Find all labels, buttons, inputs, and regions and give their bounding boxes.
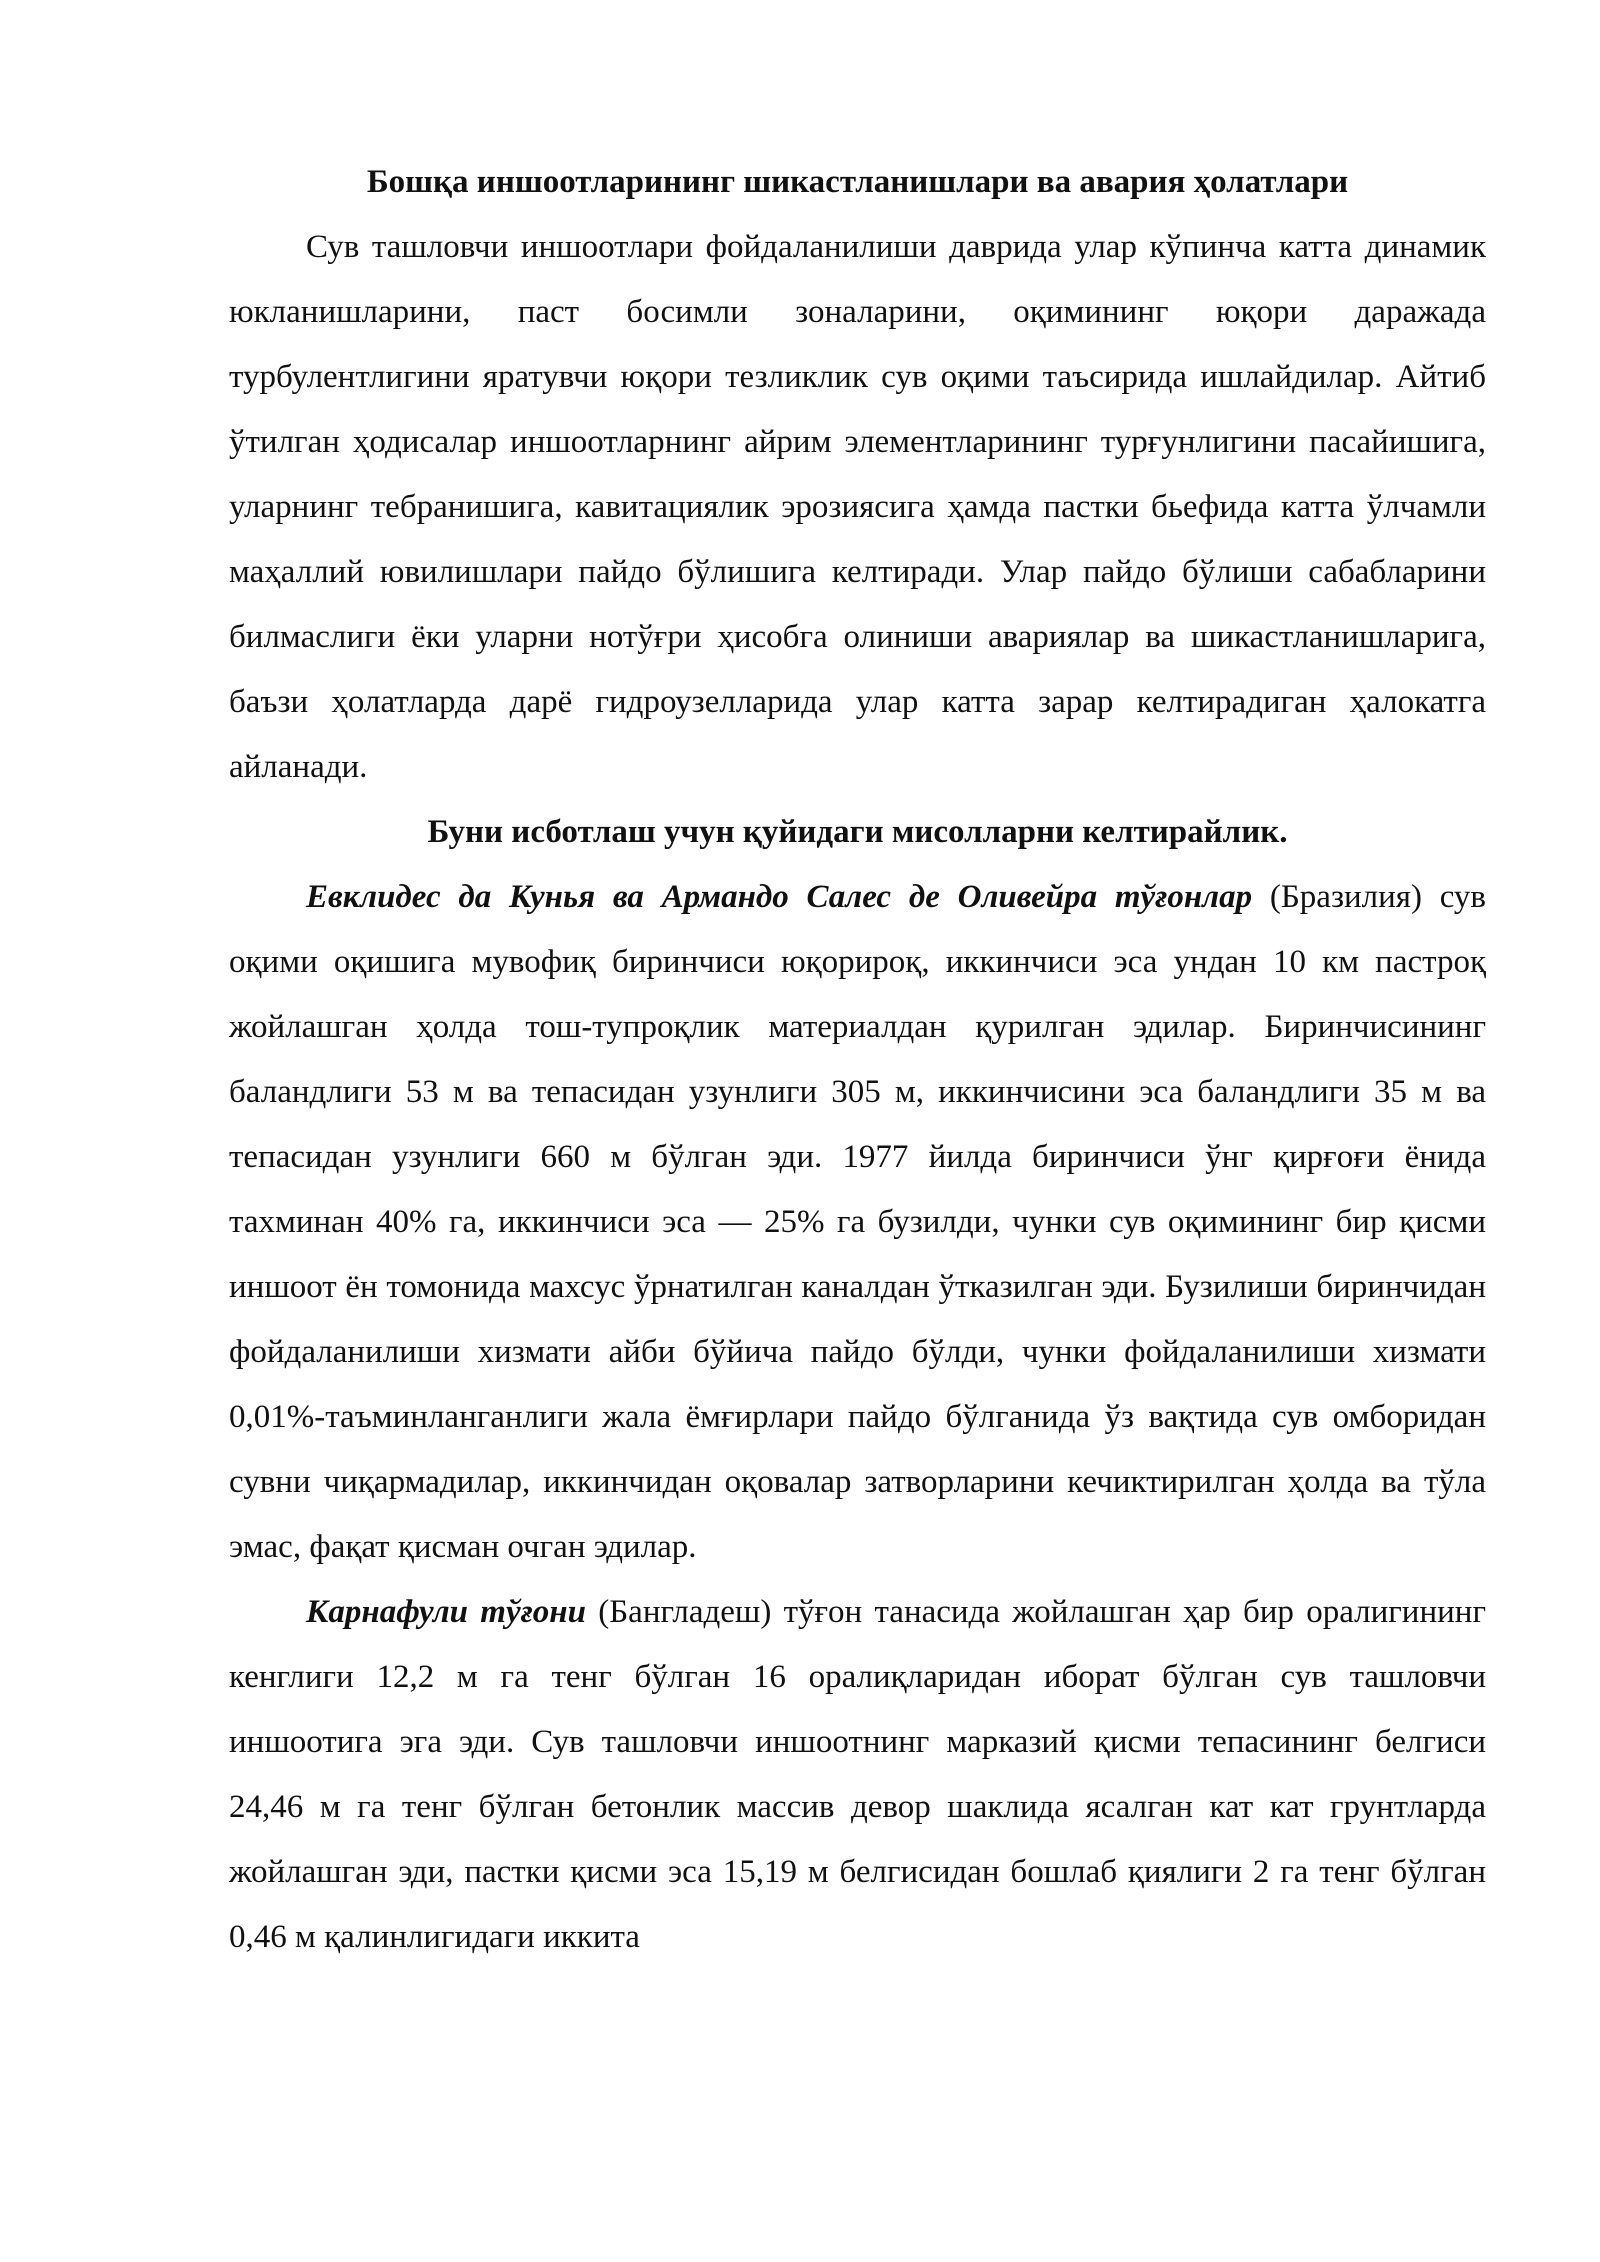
example-paragraph-bangladesh	[229, 1580, 1486, 1970]
intro-paragraph: Сув ташловчи иншоотлари фойдаланилиши даврида улар кўпинча катта динамик юкланишларини, паст босимли зоналарини, оқимининг юқори даражада турбулентлигини яратувчи юқори тезликлик сув оқими таъсирида ишлайдилар. Айтиб ўтилган ҳодисалар иншоотларнинг айрим элементларининг турғунлигини пасайишига, уларнинг тебранишига, кавитациялик эрозиясига ҳамда пастки бьефида катта ўлчамли маҳаллий ювилишлари пайдо бўлишига келтиради. Улар пайдо бўлиши сабабларини билмаслиги ёки уларни нотўғри ҳисобга олиниши авариялар ва шикастланишларига, баъзи ҳолатларда дарё гидроузелларида улар катта зарар келтирадиган ҳалокатга айланади.	[229, 229, 1486, 785]
document-page	[229, 150, 1486, 1970]
example-text-bangladesh: (Бангладеш) тўғон танасида жойлашган ҳар бир оралигининг кенглиги 12,2 м га тенг бўлган 16 оралиқларидан иборат бўлган сув ташловчи иншоотига эга эди. Сув ташловчи иншоотнинг марказий қисми тепасининг белгиси 24,46 м га тенг бўлган бетонлик массив девор шаклида ясалган кат кат грунтларда жойлашган эди, пастки қисми эса 15,19 м белгисидан бошлаб қиялиги 2 га тенг бўлган 0,46 м қалинлигидаги иккита	[229, 1594, 1486, 1955]
example-text-brazil: (Бразилия) сув оқими оқишига мувофиқ биринчиси юқорироқ, иккинчиси эса ундан 10 км пастроқ жойлашган ҳолда тош-тупроқлик материалдан қурилган эдилар. Биринчисининг баландлиги 53 м ва тепасидан узунлиги 305 м, иккинчисини эса баландлиги 35 м ва тепасидан узунлиги 660 м бўлган эди. 1977 йилда биринчиси ўнг қирғоғи ёнида тахминан 40% га, иккинчиси эса — 25% га бузилди, чунки сув оқимининг бир қисми иншоот ён томонида махсус ўрнатилган каналдан ўтказилган эди. Бузилиши биринчидан фойдаланилиши хизмати айби бўйича пайдо бўлди, чунки фойдаланилиши хизмати 0,01%-таъминланганлиги жала ёмғирлари пайдо бўлганида ўз вақтида сув омборидан сувни чиқармадилар, иккинчидан оқовалар затворларини кечиктирилган ҳолда ва тўла эмас, фақат қисман очган эдилар.	[229, 879, 1486, 1565]
example-lead-brazil: Евклидес да Кунья ва Армандо Салес де Оливейра тўғонлар	[306, 879, 1253, 915]
example-paragraph-brazil	[229, 865, 1486, 1580]
examples-subheading: Буни исботлаш учун қуйидаги мисолларни келтирайлик.	[427, 814, 1288, 850]
example-lead-bangladesh: Карнафули тўғони	[306, 1594, 586, 1630]
section-heading: Бошқа иншоотларининг шикастланишлари ва авария ҳолатлари	[366, 164, 1349, 200]
